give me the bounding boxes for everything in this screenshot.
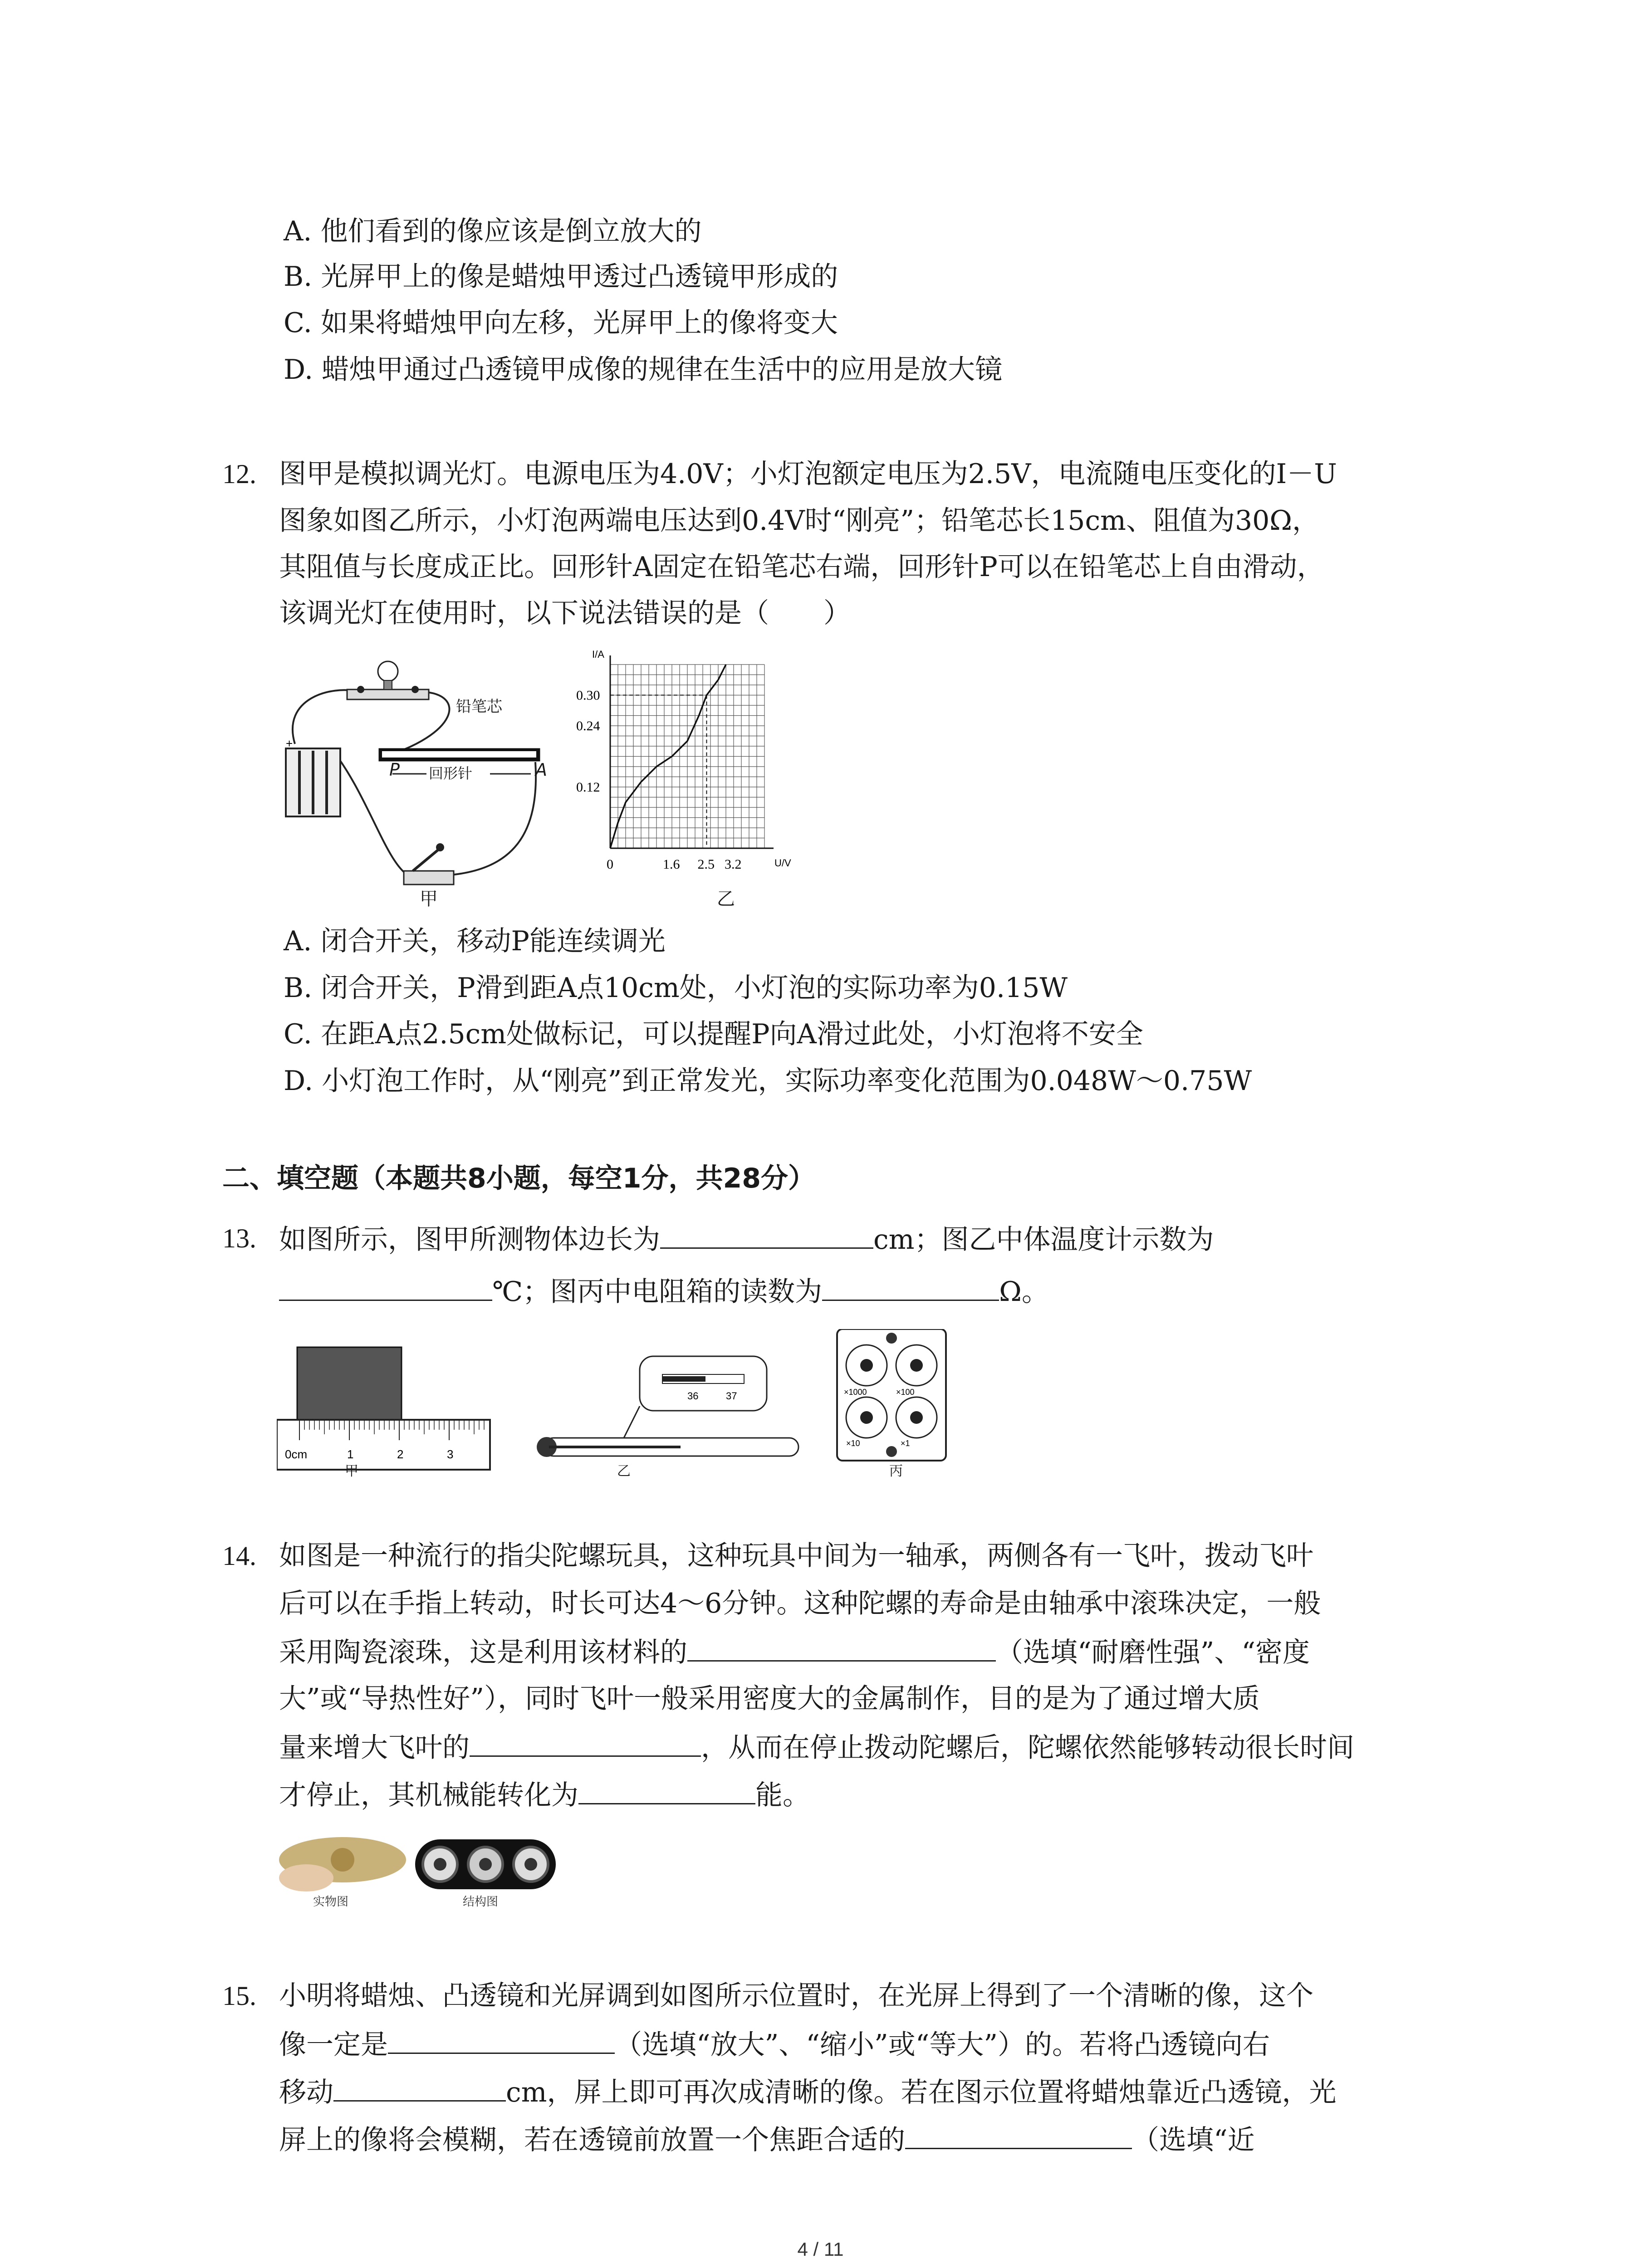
q12-line-2: 图象如图乙所示，小灯泡两端电压达到0.4V时“刚亮”；铅笔芯长15cm、阻值为30Ω， <box>279 505 1320 537</box>
q14-number: 14. <box>222 1541 256 1571</box>
x-tick-label: 1.6 <box>663 857 680 872</box>
ruler-tick-2: 2 <box>397 1447 404 1461</box>
q15-line-1: 小明将蜡烛、凸透镜和光屏调到如图所示位置时，在光屏上得到了一个清晰的像，这个 <box>279 1980 1313 2012</box>
switch-icon <box>404 843 454 885</box>
x-tick-label: 3.2 <box>725 857 742 872</box>
box-mark-1: ×1 <box>901 1439 910 1448</box>
q14-blank-1[interactable] <box>687 1633 996 1662</box>
q14-line-4: 大”或“导热性好”），同时飞叶一般采用密度大的金属制作，目的是为了通过增大质 <box>279 1683 1260 1715</box>
q13-caption-jia: 甲 <box>345 1463 358 1479</box>
x-tick-label: 2.5 <box>697 857 715 872</box>
fig-yi-caption: 乙 <box>717 889 735 909</box>
q13-blank-1[interactable] <box>660 1220 873 1249</box>
q12-number: 12. <box>222 459 256 489</box>
box-mark-1000: ×1000 <box>844 1388 867 1397</box>
thermo-tick-37: 37 <box>726 1390 737 1402</box>
q13-line-1: 如图所示，图甲所测物体边长为 cm；图乙中体温度计示数为 <box>279 1220 1214 1258</box>
q15-line-2: 像一定是 （选填“放大”、“缩小”或“等大”）的。若将凸透镜向右 <box>279 2025 1270 2063</box>
ruler-tick-1: 1 <box>347 1447 354 1461</box>
spinner-structure-icon <box>415 1839 556 1889</box>
bulb-icon <box>347 661 429 699</box>
box-mark-100: ×100 <box>896 1388 915 1397</box>
q12-line-1: 图甲是模拟调光灯。电源电压为4.0V；小灯泡额定电压为2.5V，电流随电压变化的I－U <box>279 458 1337 490</box>
q14-line-5: 量来增大飞叶的 ，从而在停止拨动陀螺后，陀螺依然能够转动很长时间 <box>279 1728 1354 1766</box>
q14-line-1: 如图是一种流行的指尖陀螺玩具，这种玩具中间为一轴承，两侧各有一飞叶，拨动飞叶 <box>279 1540 1313 1572</box>
q14-line-3: 采用陶瓷滚珠，这是利用该材料的 （选填“耐磨性强”、“密度 <box>279 1633 1310 1671</box>
q14-blank-2[interactable] <box>470 1728 701 1757</box>
battery-icon <box>286 737 340 816</box>
q13-caption-yi: 乙 <box>617 1463 631 1479</box>
thermo-tick-36: 36 <box>687 1390 699 1402</box>
y-tick-label: 0.30 <box>576 688 600 703</box>
resistance-box-figure <box>837 1329 946 1461</box>
y-tick-label: 0.12 <box>576 780 600 795</box>
ruler-figure <box>277 1347 490 1470</box>
box-mark-10: ×10 <box>846 1439 860 1448</box>
q12-option-c: C. 在距A点2.5cm处做标记，可以提醒P向A滑过此处，小灯泡将不安全 <box>284 1018 1143 1050</box>
x-tick-label: 0 <box>607 857 613 872</box>
page-number: 4 / 11 <box>797 2239 844 2260</box>
q12-circuit-figure <box>277 644 572 916</box>
q15-blank-1[interactable] <box>388 2025 615 2054</box>
q15-blank-2[interactable] <box>333 2073 506 2102</box>
q13-blank-2[interactable] <box>279 1272 492 1301</box>
q15-blank-3[interactable] <box>905 2121 1132 2149</box>
q11-option-b: B. 光屏甲上的像是蜡烛甲透过凸透镜甲形成的 <box>284 261 838 293</box>
q12-option-a: A. 闭合开关，移动P能连续调光 <box>284 925 666 957</box>
clip-label: 回形针 <box>429 765 473 782</box>
spinner-caption-structure: 结构图 <box>463 1895 499 1909</box>
section-heading: 二、填空题（本题共8小题，每空1分，共28分） <box>222 1163 815 1194</box>
q15-number: 15. <box>222 1981 256 2011</box>
iu-graph <box>563 644 798 916</box>
q14-line-2: 后可以在手指上转动，时长可达4～6分钟。这种陀螺的寿命是由轴承中滚珠决定，一般 <box>279 1588 1321 1619</box>
q13-caption-bing: 丙 <box>889 1463 903 1479</box>
ruler-tick-3: 3 <box>447 1447 454 1461</box>
q13-blank-3[interactable] <box>822 1272 999 1301</box>
q13-line-2: ℃；图丙中电阻箱的读数为 Ω。 <box>279 1272 1049 1310</box>
q12-line-3: 其阻值与长度成正比。回形针A固定在铅笔芯右端，回形针P可以在铅笔芯上自由滑动， <box>279 551 1324 583</box>
pencil-label: 铅笔芯 <box>456 698 502 716</box>
fidget-spinner-images <box>279 1828 560 1932</box>
clip-p-label: P <box>389 760 400 780</box>
q12-option-d: D. 小灯泡工作时，从“刚亮”到正常发光，实际功率变化范围为0.048W～0.75W <box>284 1065 1252 1097</box>
q15-line-4: 屏上的像将会模糊，若在透镜前放置一个焦距合适的 （选填“近 <box>279 2121 1255 2158</box>
q15-line-3: 移动 cm，屏上即可再次成清晰的像。若在图示位置将蜡烛靠近凸透镜，光 <box>279 2073 1337 2111</box>
x-axis-label: U/V <box>774 857 791 869</box>
q14-blank-3[interactable] <box>578 1776 755 1804</box>
fig-jia-caption: 甲 <box>420 889 438 909</box>
spinner-photo-icon <box>279 1837 406 1892</box>
thermometer-figure <box>537 1356 798 1457</box>
y-tick-label: 0.24 <box>576 719 600 733</box>
spinner-caption-photo: 实物图 <box>313 1895 349 1909</box>
q11-option-a: A. 他们看到的像应该是倒立放大的 <box>284 215 702 247</box>
q12-line-4: 该调光灯在使用时，以下说法错误的是（ ） <box>279 597 851 629</box>
q13-number: 13. <box>222 1223 256 1253</box>
y-axis-label: I/A <box>592 649 604 660</box>
q11-option-c: C. 如果将蜡烛甲向左移，光屏甲上的像将变大 <box>284 307 838 339</box>
svg-text:+: + <box>286 737 293 750</box>
q12-option-b: B. 闭合开关，P滑到距A点10cm处，小灯泡的实际功率为0.15W <box>284 972 1068 1004</box>
q11-option-d: D. 蜡烛甲通过凸透镜甲成像的规律在生活中的应用是放大镜 <box>284 354 1003 386</box>
clip-a-label: A <box>535 760 547 780</box>
ruler-tick-0: 0cm <box>285 1447 308 1461</box>
q14-line-6: 才停止，其机械能转化为 能。 <box>279 1776 810 1813</box>
